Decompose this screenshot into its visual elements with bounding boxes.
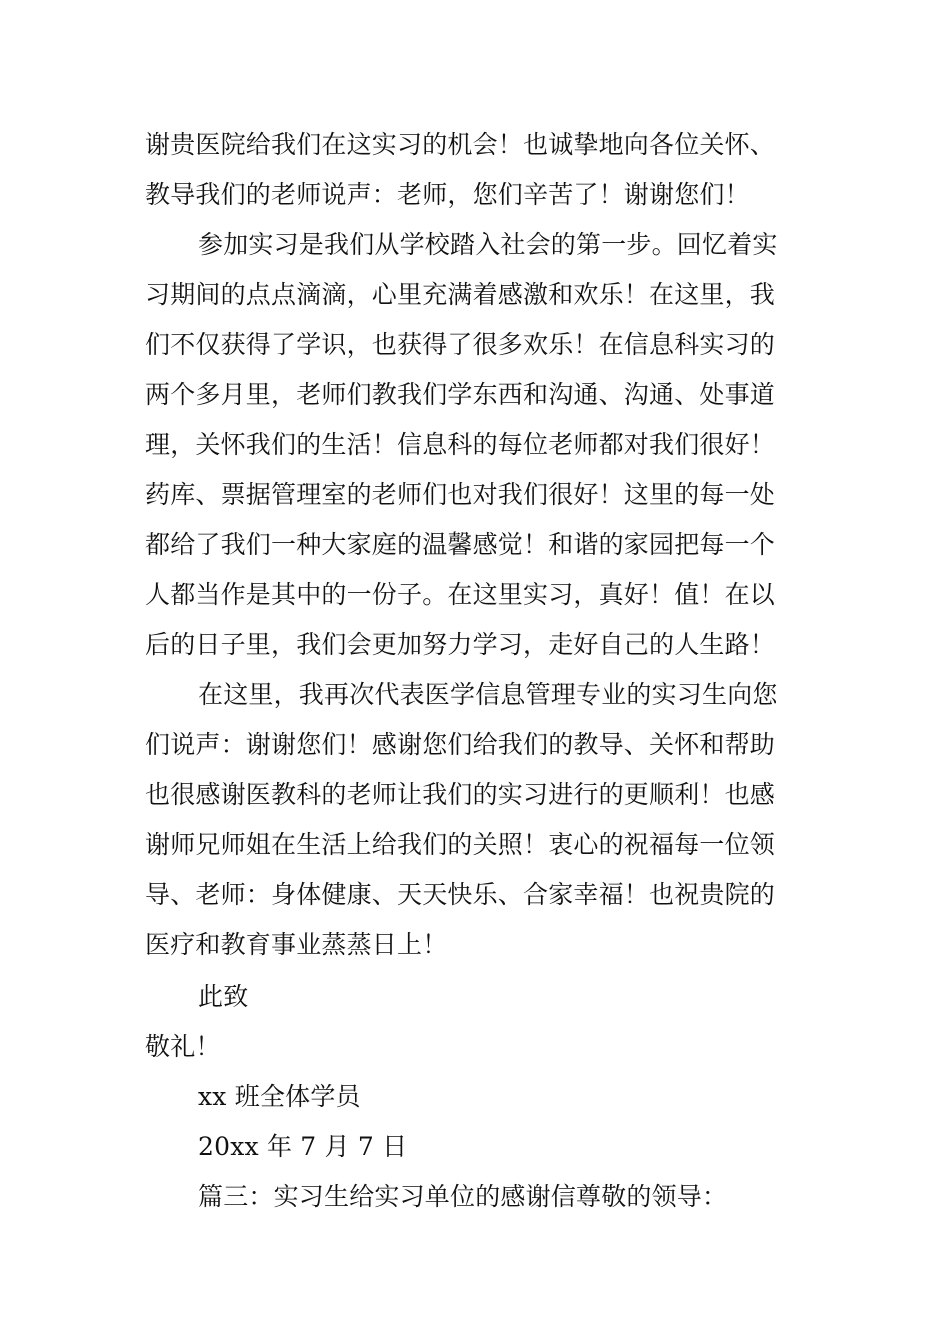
salutation-line: 敬礼！ <box>145 1032 221 1061</box>
paragraph-line: 导、老师：身体健康、天天快乐、合家幸福！也祝贵院的 <box>145 880 776 909</box>
paragraph-line: 两个多月里，老师们教我们学东西和沟通、沟通、处事道 <box>145 380 776 409</box>
date-line: 20xx 年 7 月 7 日 <box>198 1132 408 1161</box>
signature-line: xx 班全体学员 <box>198 1082 361 1111</box>
paragraph-line: 人都当作是其中的一份子。在这里实习，真好！值！在以 <box>145 580 776 609</box>
paragraph-line: 谢贵医院给我们在这实习的机会！也诚挚地向各位关怀、 <box>145 130 776 159</box>
section-heading: 篇三：实习生给实习单位的感谢信尊敬的领导： <box>198 1182 728 1211</box>
closing-line: 此致 <box>198 982 249 1011</box>
paragraph-line: 们不仅获得了学识，也获得了很多欢乐！在信息科实习的 <box>145 330 776 359</box>
paragraph-line: 也很感谢医教科的老师让我们的实习进行的更顺利！也感 <box>145 780 776 809</box>
paragraph-line: 在这里，我再次代表医学信息管理专业的实习生向您 <box>198 680 778 709</box>
paragraph-line: 谢师兄师姐在生活上给我们的关照！衷心的祝福每一位领 <box>145 830 776 859</box>
paragraph-line: 们说声：谢谢您们！感谢您们给我们的教导、关怀和帮助 <box>145 730 776 759</box>
paragraph-line: 药库、票据管理室的老师们也对我们很好！这里的每一处 <box>145 480 776 509</box>
paragraph-line: 理，关怀我们的生活！信息科的每位老师都对我们很好！ <box>145 430 776 459</box>
paragraph-line: 参加实习是我们从学校踏入社会的第一步。回忆着实 <box>198 230 778 259</box>
paragraph-line: 教导我们的老师说声：老师，您们辛苦了！谢谢您们！ <box>145 180 750 209</box>
paragraph-line: 医疗和教育事业蒸蒸日上！ <box>145 930 448 959</box>
paragraph-line: 后的日子里，我们会更加努力学习，走好自己的人生路！ <box>145 630 776 659</box>
paragraph-line: 都给了我们一种大家庭的温馨感觉！和谐的家园把每一个 <box>145 530 776 559</box>
paragraph-line: 习期间的点点滴滴，心里充满着感激和欢乐！在这里，我 <box>145 280 776 309</box>
